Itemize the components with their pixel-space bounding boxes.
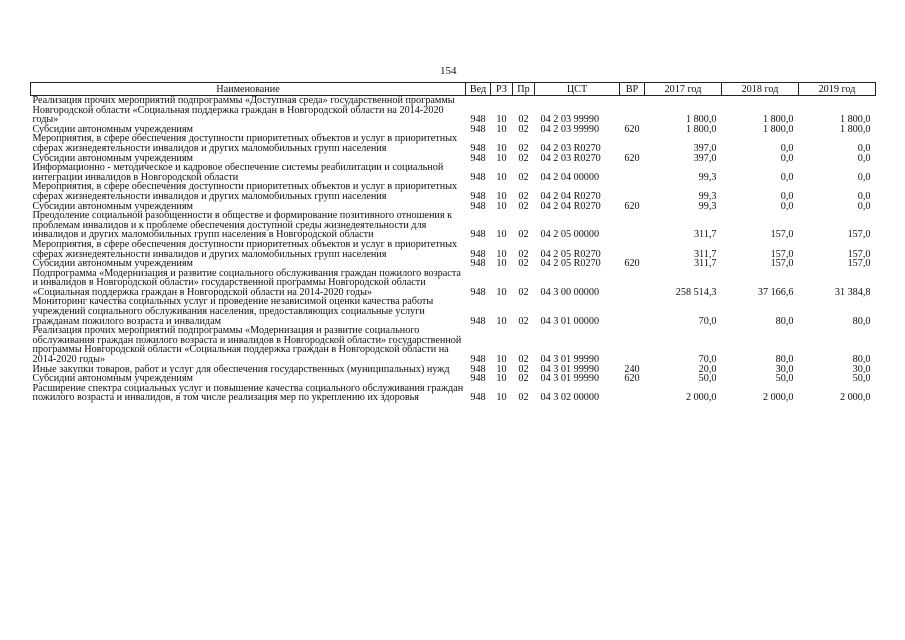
- row-2019: 30,0: [852, 363, 871, 375]
- row-vr: [620, 384, 645, 403]
- row-rz: 10: [496, 142, 507, 154]
- row-name: Мероприятия, в сфере обеспечения доступности приоритетных объектов и услуг в приоритетных сферах жизнедеятельности инвалидов и других маломобильных групп населения: [32, 181, 458, 202]
- row-name: Субсидии автономным учреждениям: [32, 373, 193, 385]
- row-vr: [620, 211, 645, 240]
- row-2019: 31 384,8: [834, 286, 871, 298]
- row-2019: 157,0: [847, 229, 871, 241]
- row-2017: 397,0: [693, 152, 717, 164]
- row-pr: 02: [518, 248, 529, 260]
- row-ved: 948: [470, 373, 486, 385]
- row-cst: 04 3 00 00000: [540, 286, 600, 298]
- row-rz: 10: [496, 315, 507, 327]
- row-cst: 04 2 05 R0270: [540, 248, 601, 260]
- col-header-vr: ВР: [620, 83, 645, 96]
- col-header-2019: 2019 год: [799, 83, 876, 96]
- row-cst: 04 2 03 99990: [540, 123, 600, 135]
- row-2019: 157,0: [847, 248, 871, 260]
- row-pr: 02: [518, 114, 529, 126]
- row-pr: 02: [518, 190, 529, 202]
- row-name: Мероприятия, в сфере обеспечения доступности приоритетных объектов и услуг в приоритетных сферах жизнедеятельности инвалидов и других маломобильных групп населения: [32, 238, 458, 260]
- row-pr: 02: [518, 229, 529, 241]
- row-name: Расширение спектра социальных услуг и повышение качества социального обслуживания граждан пожилого возраста и инвалидов, в том числе реализация мер по укреплению их здоровья: [32, 382, 464, 404]
- row-pr: 02: [518, 363, 529, 375]
- row-2018: 30,0: [775, 363, 794, 375]
- table-row: [31, 384, 876, 403]
- row-rz: 10: [496, 258, 507, 270]
- row-2017: 50,0: [698, 373, 717, 385]
- row-2019: 50,0: [852, 373, 871, 385]
- table-row: [31, 326, 876, 364]
- row-vr: 620: [624, 123, 640, 135]
- row-rz: 10: [496, 229, 507, 241]
- row-2017: 1 800,0: [685, 114, 717, 126]
- row-vr: [620, 240, 645, 259]
- row-2019: 0,0: [857, 200, 871, 212]
- row-2018: 0,0: [780, 200, 794, 212]
- row-2017: 311,7: [693, 258, 717, 270]
- table-row: [31, 96, 876, 125]
- row-rz: 10: [496, 354, 507, 366]
- row-rz: 10: [496, 373, 507, 385]
- row-name: Информационно - методическое и кадровое обеспечение системы реабилитации и социальной интеграции инвалидов в Новгородской области: [32, 162, 444, 183]
- row-ved: 948: [470, 354, 486, 366]
- row-cst: 04 3 02 00000: [540, 392, 600, 404]
- row-cst: 04 3 01 99990: [540, 363, 600, 375]
- row-2017: 311,7: [693, 248, 717, 260]
- row-pr: 02: [518, 152, 529, 164]
- row-2017: 397,0: [693, 142, 717, 154]
- row-ved: 948: [470, 152, 486, 164]
- row-2018: 1 800,0: [762, 123, 794, 135]
- row-name: Реализация прочих мероприятий подпрограммы «Доступная среда» государственной программы Новгородской области «Социальная поддержка граждан в Новгородской области на 2014-2020 годы»: [32, 95, 455, 126]
- row-2018: 0,0: [780, 142, 794, 154]
- row-2019: 80,0: [852, 354, 871, 366]
- row-rz: 10: [496, 200, 507, 212]
- table-body: [31, 96, 876, 404]
- row-ved: 948: [470, 248, 486, 260]
- row-name: Иные закупки товаров, работ и услуг для обеспечения государственных (муниципальных) нужд: [32, 363, 450, 375]
- row-2018: 0,0: [780, 152, 794, 164]
- row-pr: 02: [518, 200, 529, 212]
- row-rz: 10: [496, 286, 507, 298]
- row-cst: 04 2 03 99990: [540, 114, 600, 126]
- row-pr: 02: [518, 123, 529, 135]
- row-2018: 80,0: [775, 315, 794, 327]
- row-rz: 10: [496, 171, 507, 183]
- row-2019: 1 800,0: [839, 123, 871, 135]
- row-2017: 258 514,3: [675, 286, 717, 298]
- row-vr: [620, 326, 645, 364]
- row-name: Реализация прочих мероприятий подпрограммы «Модернизация и развитие социального обслуживания граждан пожилого возраста и инвалидов в Новгородской области» государственной программы Новгородской области «Социальная поддержка граждан в Новгородской области на 2014-2020 годы»: [32, 325, 462, 366]
- row-name: Субсидии автономным учреждениям: [32, 200, 193, 212]
- table-row: [31, 182, 876, 201]
- row-ved: 948: [470, 200, 486, 212]
- row-ved: 948: [470, 315, 486, 327]
- table-row: [31, 297, 876, 326]
- row-pr: 02: [518, 286, 529, 298]
- row-2018: 80,0: [775, 354, 794, 366]
- row-2018: 37 166,6: [757, 286, 794, 298]
- row-cst: 04 2 04 00000: [540, 171, 600, 183]
- table-row: [31, 240, 876, 259]
- row-name: Мониторинг качества социальных услуг и проведение независимой оценки качества работы учреждений социального обслуживания населения, предоставляющих социальные услуги гражданам пожилого возраста и инвалидам: [32, 296, 434, 327]
- row-pr: 02: [518, 354, 529, 366]
- row-ved: 948: [470, 142, 486, 154]
- row-vr: [620, 297, 645, 326]
- col-header-pr: Пр: [513, 83, 535, 96]
- table-row: [31, 269, 876, 298]
- row-2019: 0,0: [857, 190, 871, 202]
- row-pr: 02: [518, 142, 529, 154]
- table-row: [31, 163, 876, 182]
- row-2017: 311,7: [693, 229, 717, 241]
- row-ved: 948: [470, 363, 486, 375]
- row-pr: 02: [518, 258, 529, 270]
- table-row: [31, 134, 876, 153]
- row-vr: [620, 269, 645, 298]
- row-vr: [620, 96, 645, 125]
- table-header-row: [31, 83, 876, 96]
- row-cst: 04 2 03 R0270: [540, 152, 601, 164]
- row-vr: 620: [624, 258, 640, 270]
- row-2017: 20,0: [698, 363, 717, 375]
- row-name: Субсидии автономным учреждениям: [32, 123, 193, 135]
- col-header-name: Наименование: [31, 83, 466, 96]
- row-2019: 1 800,0: [839, 114, 871, 126]
- col-header-cst: ЦСТ: [535, 83, 620, 96]
- row-ved: 948: [470, 229, 486, 241]
- row-cst: 04 3 01 99990: [540, 354, 600, 366]
- row-ved: 948: [470, 123, 486, 135]
- row-ved: 948: [470, 190, 486, 202]
- row-2019: 157,0: [847, 258, 871, 270]
- row-rz: 10: [496, 123, 507, 135]
- row-2017: 2 000,0: [685, 392, 717, 404]
- row-2017: 1 800,0: [685, 123, 717, 135]
- row-2019: 0,0: [857, 152, 871, 164]
- row-vr: [620, 134, 645, 153]
- row-ved: 948: [470, 258, 486, 270]
- row-vr: 240: [624, 363, 640, 375]
- row-ved: 948: [470, 171, 486, 183]
- row-cst: 04 2 04 R0270: [540, 190, 601, 202]
- row-pr: 02: [518, 373, 529, 385]
- row-2017: 70,0: [698, 354, 717, 366]
- row-vr: 620: [624, 373, 640, 385]
- table-row: [31, 211, 876, 240]
- row-2017: 99,3: [698, 171, 717, 183]
- row-rz: 10: [496, 190, 507, 202]
- row-rz: 10: [496, 248, 507, 260]
- col-header-ved: Вед: [466, 83, 491, 96]
- row-vr: 620: [624, 200, 640, 212]
- row-2019: 0,0: [857, 171, 871, 183]
- row-rz: 10: [496, 152, 507, 164]
- row-name: Субсидии автономным учреждениям: [32, 258, 193, 270]
- row-2018: 0,0: [780, 190, 794, 202]
- row-cst: 04 3 01 99990: [540, 373, 600, 385]
- row-pr: 02: [518, 392, 529, 404]
- row-cst: 04 2 04 R0270: [540, 200, 601, 212]
- row-cst: 04 2 03 R0270: [540, 142, 601, 154]
- row-vr: [620, 163, 645, 182]
- row-cst: 04 2 05 00000: [540, 229, 600, 241]
- col-header-2018: 2018 год: [722, 83, 799, 96]
- row-pr: 02: [518, 315, 529, 327]
- row-ved: 948: [470, 286, 486, 298]
- budget-table: [30, 82, 876, 403]
- row-cst: 04 2 05 R0270: [540, 258, 601, 270]
- row-2018: 157,0: [770, 229, 794, 241]
- row-ved: 948: [470, 114, 486, 126]
- row-2018: 157,0: [770, 258, 794, 270]
- row-rz: 10: [496, 363, 507, 375]
- row-name: Мероприятия, в сфере обеспечения доступности приоритетных объектов и услуг в приоритетных сферах жизнедеятельности инвалидов и других маломобильных групп населения: [32, 133, 458, 154]
- row-pr: 02: [518, 171, 529, 183]
- row-2018: 2 000,0: [762, 392, 794, 404]
- row-2019: 0,0: [857, 142, 871, 154]
- row-2018: 157,0: [770, 248, 794, 260]
- row-2018: 50,0: [775, 373, 794, 385]
- row-rz: 10: [496, 114, 507, 126]
- row-2018: 0,0: [780, 171, 794, 183]
- row-2019: 80,0: [852, 315, 871, 327]
- row-2017: 70,0: [698, 315, 717, 327]
- col-header-2017: 2017 год: [645, 83, 722, 96]
- row-2017: 99,3: [698, 200, 717, 212]
- row-vr: 620: [624, 152, 640, 164]
- row-name: Подпрограмма «Модернизация и развитие социального обслуживания граждан пожилого возраста и инвалидов в Новгородской области» государственной программы Новгородской области «Социальная поддержка граждан в Новгородской области на 2014-2020 годы»: [32, 267, 461, 298]
- row-name: Субсидии автономным учреждениям: [32, 152, 193, 164]
- row-rz: 10: [496, 392, 507, 404]
- col-header-rz: РЗ: [491, 83, 513, 96]
- row-name: Преодоление социальной разобщенности в обществе и формирование позитивного отношения к проблемам инвалидов и к проблеме обеспечения доступной среды жизнедеятельности для инвалидов и других маломобильных групп населения в Новгородской области: [32, 210, 453, 241]
- row-ved: 948: [470, 392, 486, 404]
- row-2019: 2 000,0: [839, 392, 871, 404]
- row-2018: 1 800,0: [762, 114, 794, 126]
- row-cst: 04 3 01 00000: [540, 315, 600, 327]
- row-2017: 99,3: [698, 190, 717, 202]
- page-number: 154: [440, 65, 457, 77]
- row-vr: [620, 182, 645, 201]
